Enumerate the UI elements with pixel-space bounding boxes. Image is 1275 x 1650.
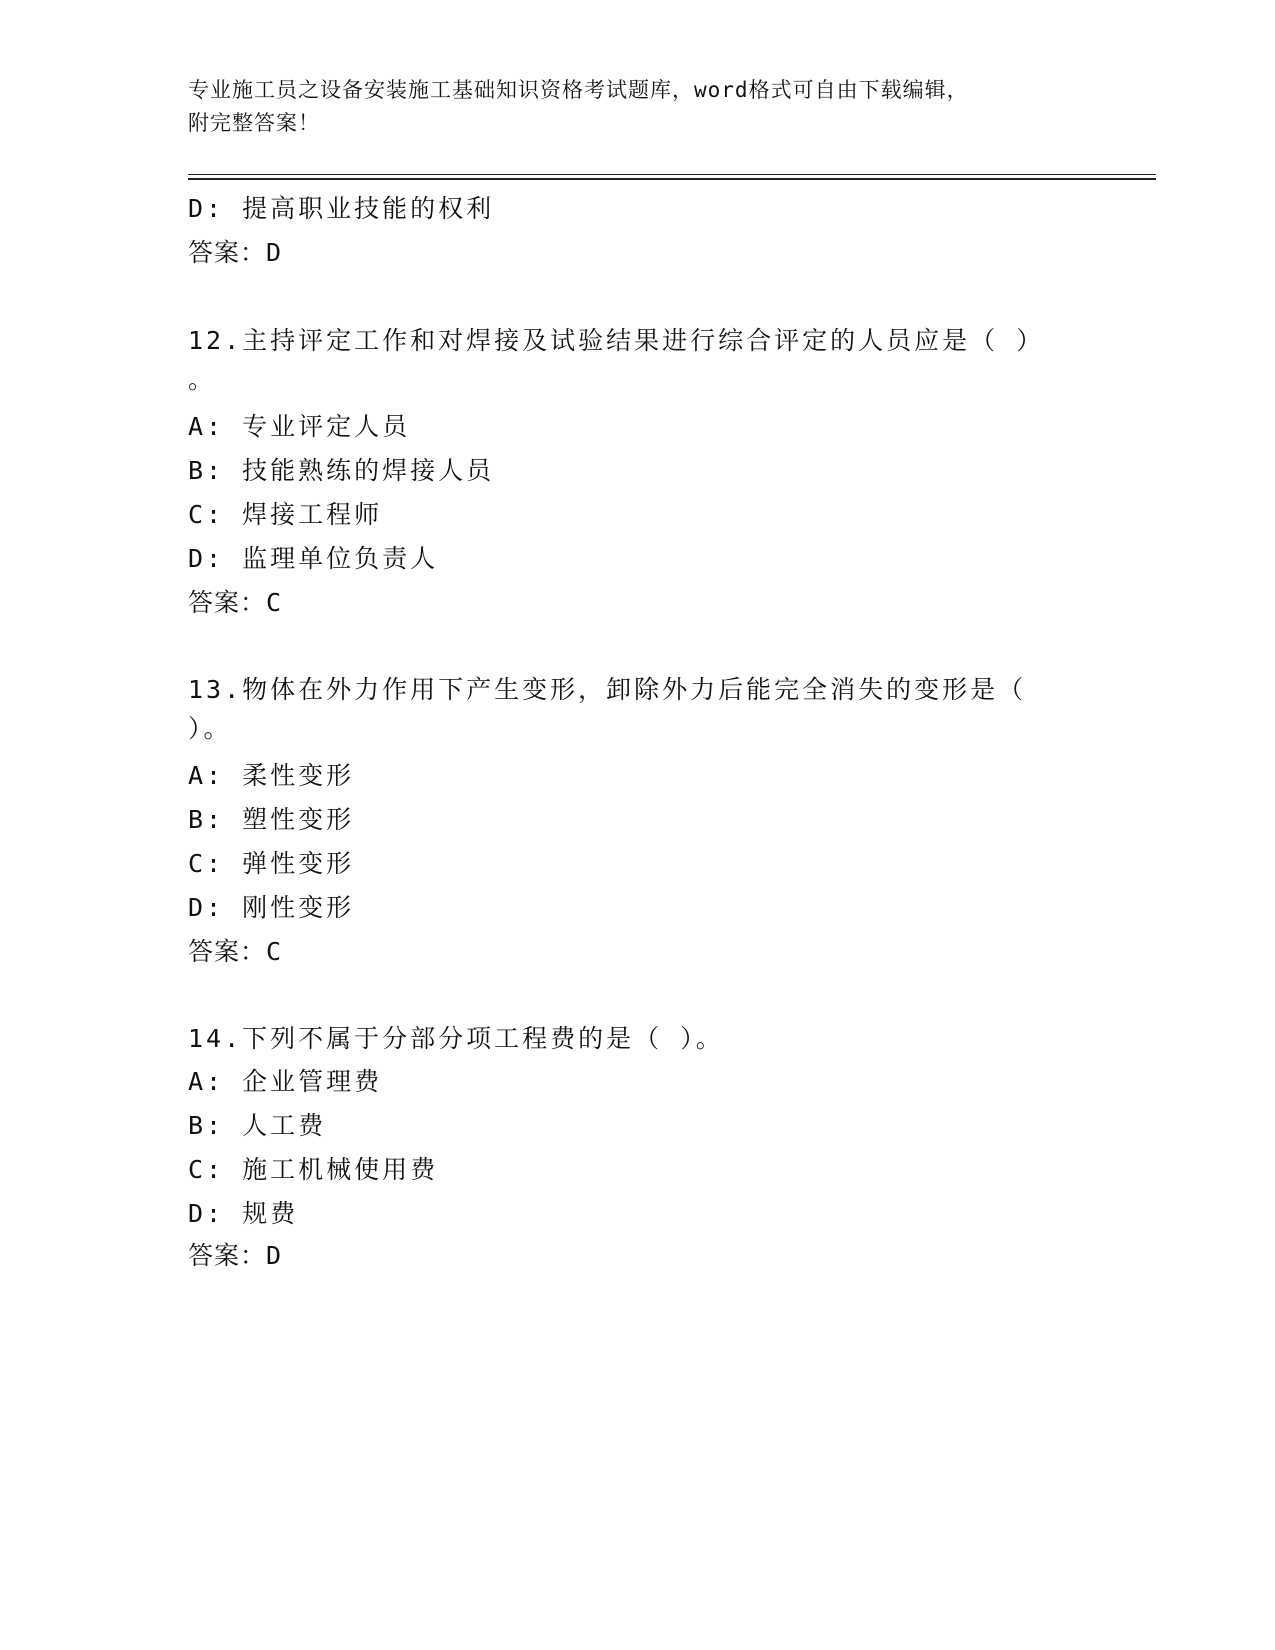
header-line-1: 专业施工员之设备安装施工基础知识资格考试题库，word格式可自由下载编辑，: [188, 78, 969, 102]
question-stem: 12.主持评定工作和对焊接及试验结果进行综合评定的人员应是（ ）: [188, 326, 1045, 355]
question-stem-continued: ）。: [188, 714, 232, 743]
option-a: A: 专业评定人员: [188, 412, 411, 441]
prev-option-d: D: 提高职业技能的权利: [188, 194, 495, 223]
option-c: C: 弹性变形: [188, 849, 355, 878]
option-b: B: 塑性变形: [188, 805, 355, 834]
header-divider-thick: [188, 178, 1156, 180]
option-a: A: 柔性变形: [188, 761, 355, 790]
option-c: C: 施工机械使用费: [188, 1155, 439, 1184]
document-header: [188, 74, 1088, 140]
header-divider-thin: [188, 174, 1156, 175]
question-stem-continued: 。: [188, 365, 217, 394]
option-b: B: 人工费: [188, 1111, 327, 1140]
question-stem: 14.下列不属于分部分项工程费的是（ ）。: [188, 1024, 724, 1053]
option-d: D: 刚性变形: [188, 893, 355, 922]
answer: 答案：C: [188, 588, 283, 617]
question-stem: 13.物体在外力作用下产生变形，卸除外力后能完全消失的变形是（: [188, 675, 1027, 704]
option-d: D: 监理单位负责人: [188, 544, 439, 573]
prev-answer: 答案：D: [188, 238, 283, 267]
option-a: A: 企业管理费: [188, 1067, 383, 1096]
header-line-2: 附完整答案！: [188, 111, 320, 135]
answer: 答案：C: [188, 937, 283, 966]
option-d: D: 规费: [188, 1199, 299, 1228]
answer: 答案：D: [188, 1241, 283, 1270]
option-c: C: 焊接工程师: [188, 500, 383, 529]
option-b: B: 技能熟练的焊接人员: [188, 456, 495, 485]
